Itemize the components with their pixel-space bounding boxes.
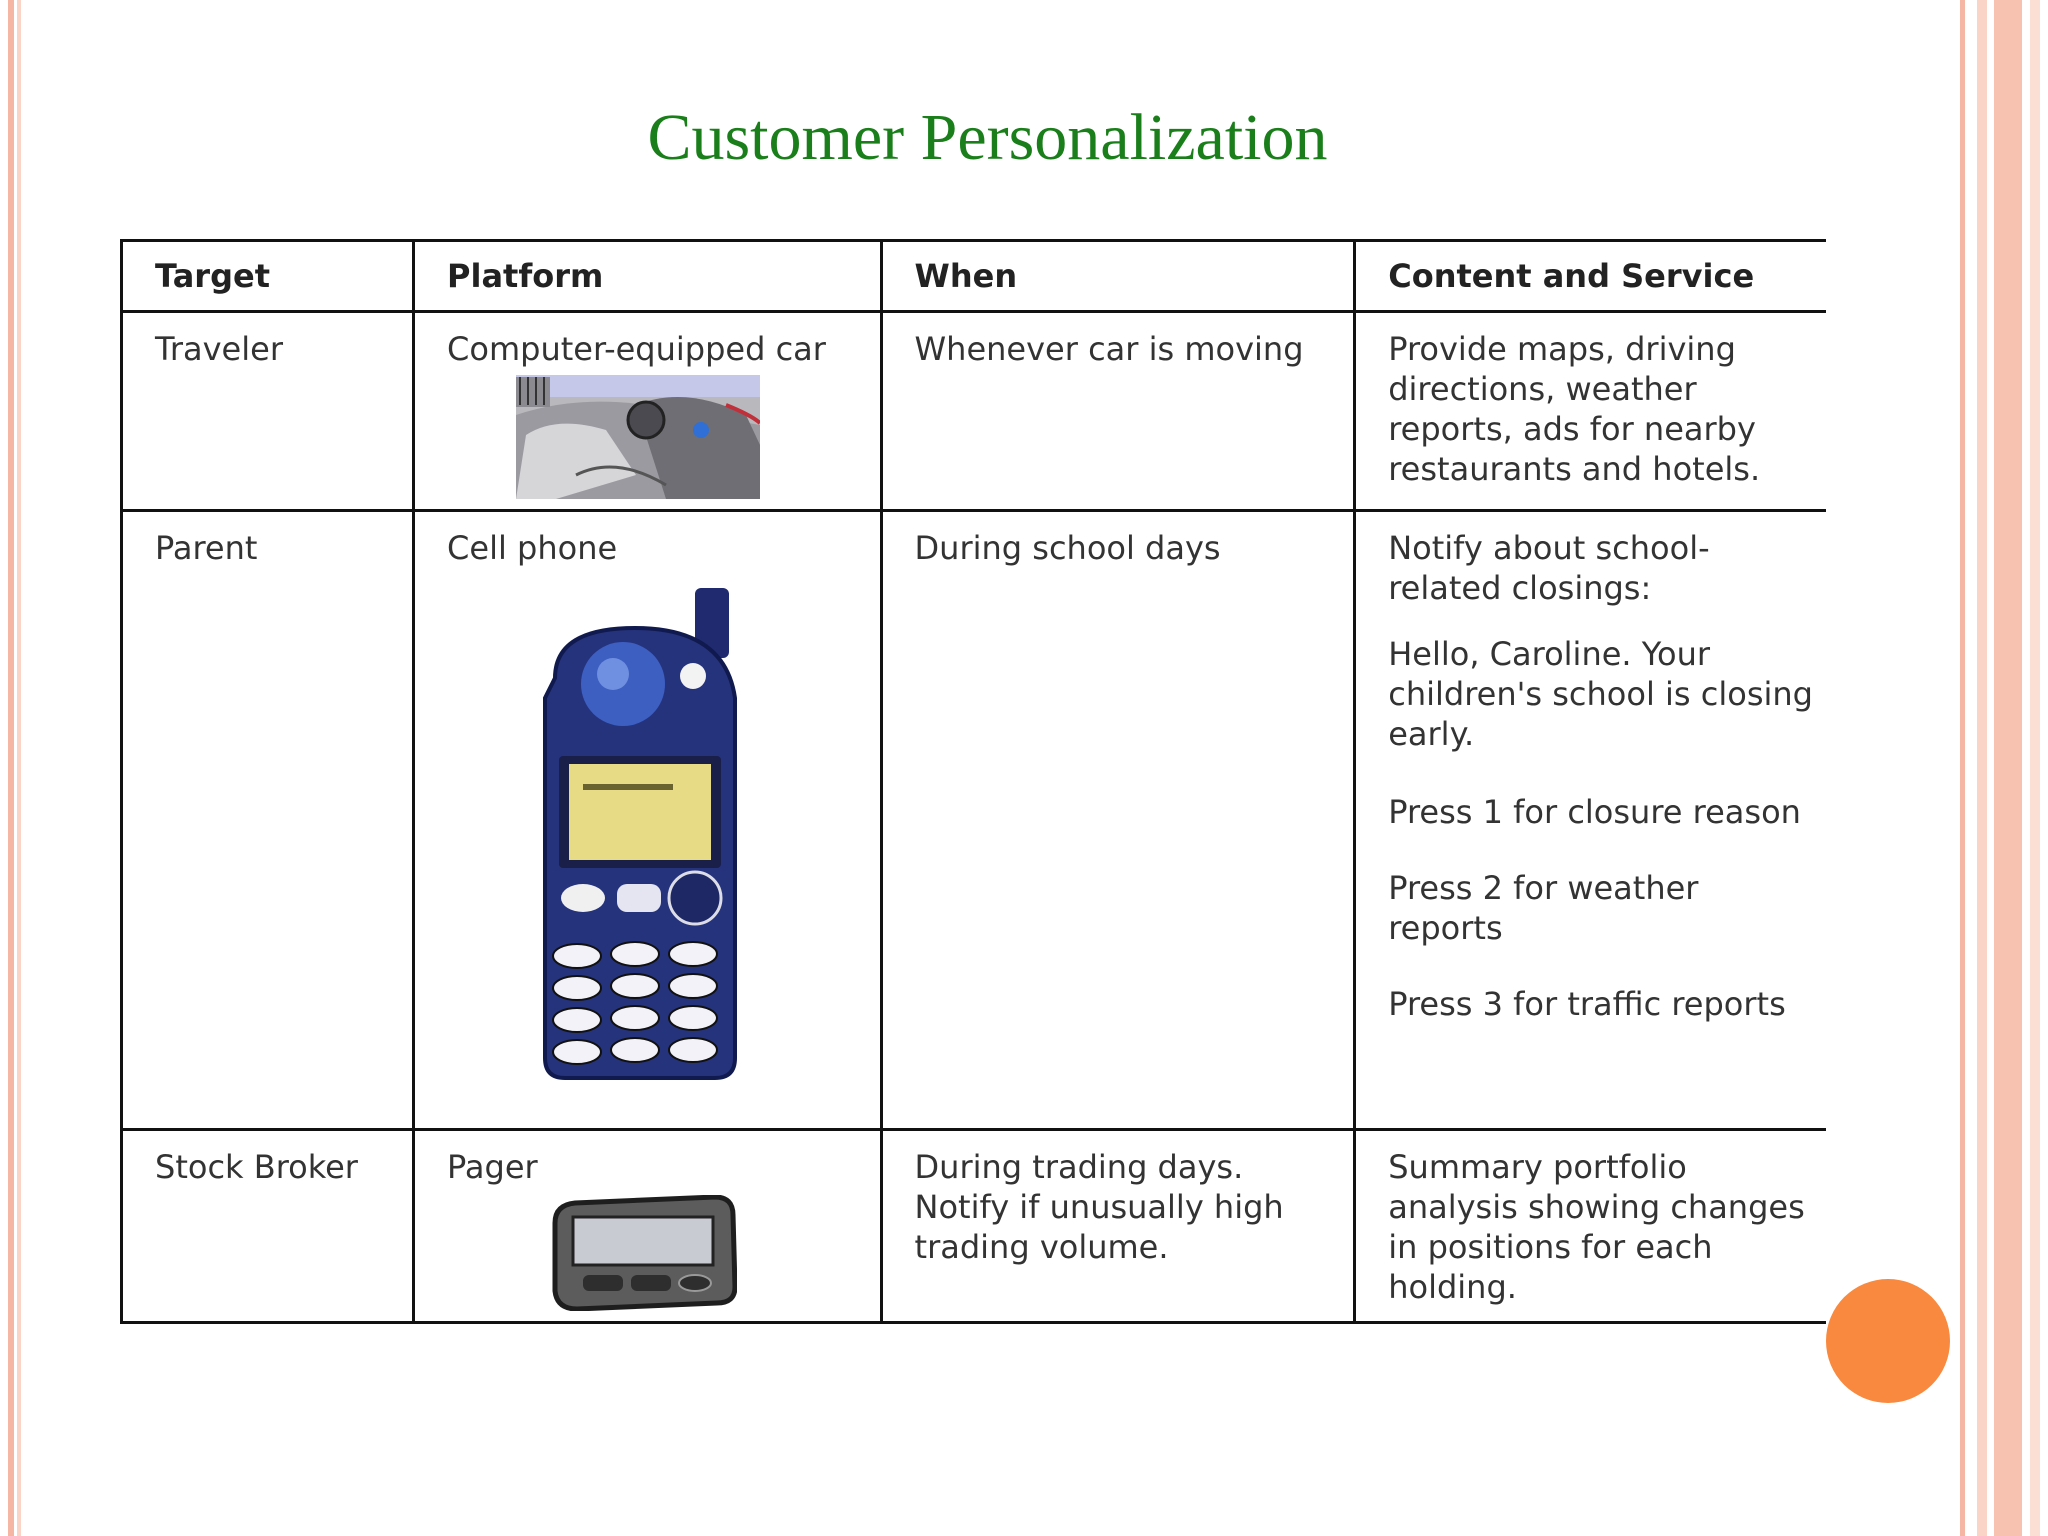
platform-label: Computer-equipped car [447, 330, 826, 368]
cell-when: During trading days. Notify if unusually high trading volume. [881, 1130, 1355, 1323]
slide-border-right-3 [1994, 0, 2022, 1536]
content-paragraph: Press 1 for closure reason [1388, 793, 1801, 831]
column-header-when: When [881, 241, 1355, 312]
slide-border-right-2 [1977, 0, 1987, 1536]
cell-when: During school days [881, 511, 1355, 1130]
decorative-orange-circle [1826, 1279, 1950, 1403]
slide-border-right [1960, 0, 1965, 1536]
cell-platform [414, 312, 882, 511]
cell-content [1355, 511, 1826, 1130]
platform-label: Pager [447, 1148, 538, 1186]
cell-target: Traveler [122, 312, 414, 511]
pager-image [547, 1195, 737, 1311]
personalization-table [120, 239, 1826, 1324]
column-header-target: Target [122, 241, 414, 312]
content-paragraph: Press 2 for weather reports [1388, 869, 1699, 947]
cell-platform [414, 511, 882, 1130]
column-header-content: Content and Service [1355, 241, 1826, 312]
cell-phone-image [535, 588, 745, 1082]
slide-title: Customer Personalization [647, 101, 1328, 174]
content-paragraph: Notify about school-related closings: [1388, 529, 1710, 607]
content-paragraph: Provide maps, driving directions, weather reports, ads for nearby restaurants and hotels. [1388, 330, 1761, 488]
column-header-platform: Platform [414, 241, 882, 312]
table-row [122, 511, 1827, 1130]
cell-content [1355, 1130, 1826, 1323]
cell-platform [414, 1130, 882, 1323]
slide-border-left-inner [17, 0, 21, 1536]
content-paragraph: Hello, Caroline. Your children's school is closing early. [1388, 635, 1813, 753]
table-row [122, 312, 1827, 511]
cell-target: Parent [122, 511, 414, 1130]
car-dashboard-image [516, 375, 760, 499]
table-header-row [122, 241, 1827, 312]
slide-border-right-4 [2030, 0, 2040, 1536]
platform-label: Cell phone [447, 529, 618, 567]
table-row [122, 1130, 1827, 1323]
cell-target: Stock Broker [122, 1130, 414, 1323]
cell-when: Whenever car is moving [881, 312, 1355, 511]
slide-border-left [8, 0, 14, 1536]
cell-content [1355, 312, 1826, 511]
content-paragraph: Summary portfolio analysis showing changes in positions for each holding. [1388, 1148, 1805, 1306]
content-paragraph: Press 3 for traffic reports [1388, 985, 1786, 1023]
